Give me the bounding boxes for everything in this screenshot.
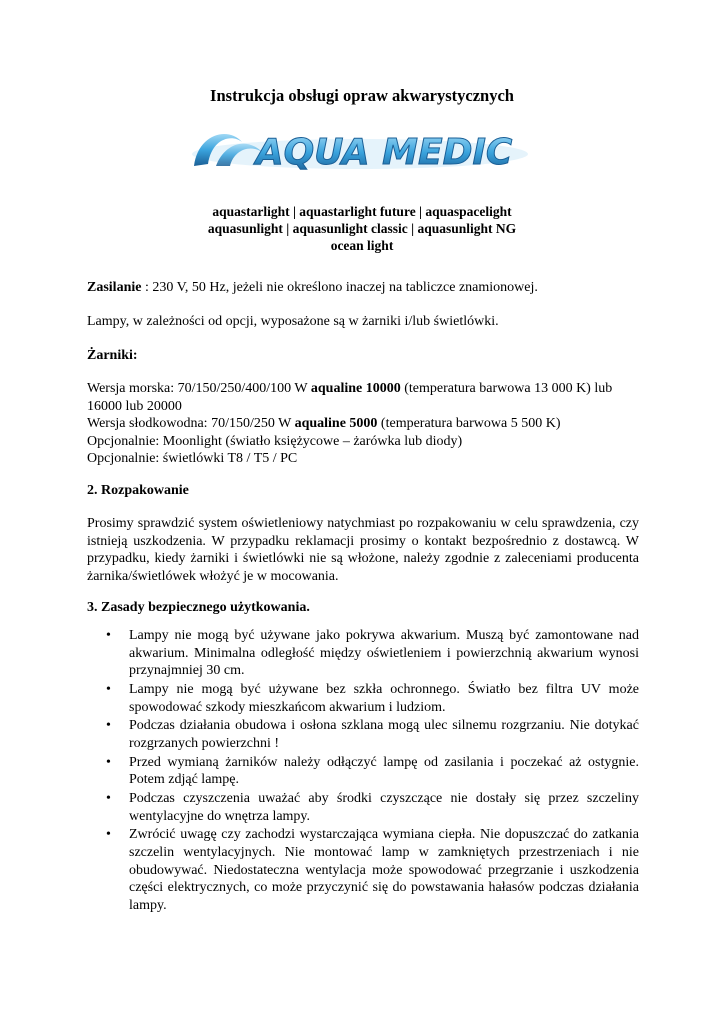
bulbs-heading: Żarniki: (87, 348, 138, 363)
product-line-1: aquastarlight | aquastarlight future | aquaspacelight (212, 204, 512, 219)
list-item: • Podczas czyszczenia uważać aby środki czyszczące nie dostały się przez szczeliny wentylacyjne do wnętrza lampy. (106, 791, 639, 824)
product-line-2: aquasunlight | aquasunlight classic | aquasunlight NG (207, 221, 517, 236)
lamps-note: Lampy, w zależności od opcji, wyposażone są w żarniki i/lub świetlówki. (87, 314, 499, 329)
bullet-icon: • (106, 718, 111, 734)
power-text: : 230 V, 50 Hz, jeżeli nie określono inaczej na tabliczce znamionowej. (141, 280, 538, 295)
option-moonlight: Opcjonalnie: Moonlight (światło księżycowe – żarówka lub diody) (87, 433, 463, 449)
section2-heading: 2. Rozpakowanie (87, 483, 189, 498)
bulbs-list (87, 380, 639, 468)
svg-text:AQUA MEDIC: AQUA MEDIC (255, 132, 513, 173)
aqua-medic-logo (188, 124, 532, 176)
section3-heading: 3. Zasady bezpiecznego użytkowania. (87, 600, 310, 615)
bullet-icon: • (106, 681, 111, 697)
safety-list (87, 627, 639, 916)
option-fluorescent: Opcjonalnie: świetlówki T8 / T5 / PC (87, 451, 298, 466)
marine-version: Wersja morska: 70/150/250/400/100 W aqualine 10000 (temperatura barwowa 13 000 K) lub 16000 lub 20000 (87, 381, 613, 414)
list-item: • Podczas działania obudowa i osłona szklana mogą ulec silnemu rozgrzaniu. Nie dotykać rozgrzanych powierzchni ! (106, 718, 639, 751)
list-item: • Lampy nie mogą być używane bez szkła ochronnego. Światło bez filtra UV może spowodować szkody mieszkańcom akwarium i ludziom. (106, 681, 639, 715)
bullet-icon: • (106, 827, 111, 843)
bullet-icon: • (106, 791, 111, 807)
freshwater-version: Wersja słodkowodna: 70/150/250 W aqualine 5000 (temperatura barwowa 5 500 K) (87, 416, 561, 431)
list-item: • Zwrócić uwagę czy zachodzi wystarczająca wymiana ciepła. Nie dopuszczać do zatkania szczelin wentylacyjnych. Nie montować lamp w zamkniętych przestrzeniach i nie obudowywać. Niedostateczna wentylacja może spowodować przegrzanie i uszkodzenia części elektrycznych, co może przyczynić się do powstawania hałasów podczas działania lampy. (106, 827, 639, 913)
list-item: • Przed wymianą żarników należy odłączyć lampę od zasilania i poczekać aż ostygnie. Potem zdjąć lampę. (106, 754, 639, 788)
product-list (150, 203, 574, 254)
list-item: • Lampy nie mogą być używane jako pokrywa akwarium. Muszą być zamontowane nad akwarium. Minimalna odległość między oświetleniem i powierzchnią akwarium wynosi przynajmniej 30 cm. (106, 628, 639, 679)
bullet-icon: • (106, 754, 111, 770)
product-line-3: ocean light (330, 238, 394, 253)
bullet-icon: • (106, 628, 111, 643)
power-info (87, 279, 639, 297)
power-label: Zasilanie (87, 280, 142, 295)
fresh-bulb-name: aqualine 5000 (294, 416, 378, 431)
document-title: Instrukcja obsługi opraw akwarystycznych (210, 86, 514, 105)
section2-text: Prosimy sprawdzić system oświetleniowy natychmiast po rozpakowaniu w celu sprawdzenia, czy istnieją uszkodzenia. W przypadku reklamacji prosimy o kontakt bezpośrednio z dostawcą. W przypadku, kiedy żarniki i świetlówki nie są włożone, należy zgodnie z zaleceniami producenta żarnika/świetlówek włożyć je w mocowania. (87, 516, 639, 584)
marine-bulb-name: aqualine 10000 (310, 381, 401, 396)
